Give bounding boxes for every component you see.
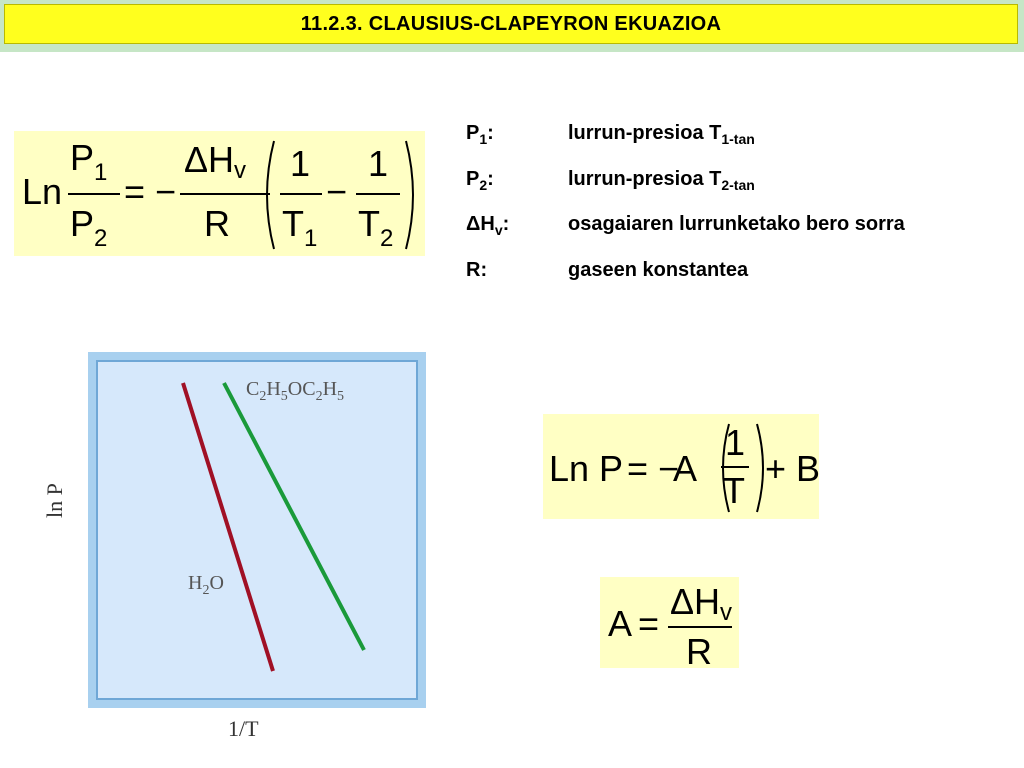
formula-t2: $T_2$ bbox=[358, 203, 394, 252]
page-title: 11.2.3. CLAUSIUS-CLAPEYRON EKUAZIOA bbox=[300, 12, 722, 35]
series-label-water: $H_2O$ bbox=[188, 572, 224, 598]
adef-r: R bbox=[686, 631, 712, 672]
formula-one-b: 1 bbox=[368, 143, 389, 184]
formula-ln: Ln bbox=[22, 171, 63, 212]
linear-form-formula bbox=[543, 414, 819, 519]
series-label-ether: $C_2H_5OC_2H_5$ bbox=[246, 378, 345, 404]
adef-equals: = bbox=[638, 603, 660, 644]
formula-p1: $P_1$ bbox=[70, 137, 108, 186]
y-axis-label: ln P bbox=[42, 483, 67, 518]
ether-line bbox=[224, 383, 364, 650]
formula-minus: − bbox=[326, 171, 348, 212]
adef-a: A bbox=[608, 603, 633, 644]
linear-fraction-bar bbox=[721, 466, 749, 468]
formula-equals-minus: = − bbox=[124, 171, 177, 212]
formula-p2: $P_2$ bbox=[70, 203, 108, 252]
linear-den: T bbox=[723, 470, 745, 511]
water-line bbox=[183, 383, 273, 671]
adef-fraction-bar bbox=[668, 626, 732, 628]
linear-a: A bbox=[673, 448, 698, 489]
x-axis-label: 1/T bbox=[228, 716, 259, 741]
formula-r: R bbox=[204, 203, 230, 244]
formula-delta-h: ΔHv bbox=[184, 139, 247, 184]
linear-equals-minus: = − bbox=[627, 448, 680, 489]
linear-num: 1 bbox=[725, 422, 746, 463]
linear-lhs: Ln P bbox=[549, 448, 624, 489]
formula-one-a: 1 bbox=[290, 143, 311, 184]
linear-plus-b: + B bbox=[765, 448, 821, 489]
a-definition-formula bbox=[600, 577, 739, 672]
formula-t1: $T_1$ bbox=[282, 203, 318, 252]
adef-delta-h: ΔHv bbox=[670, 581, 733, 626]
